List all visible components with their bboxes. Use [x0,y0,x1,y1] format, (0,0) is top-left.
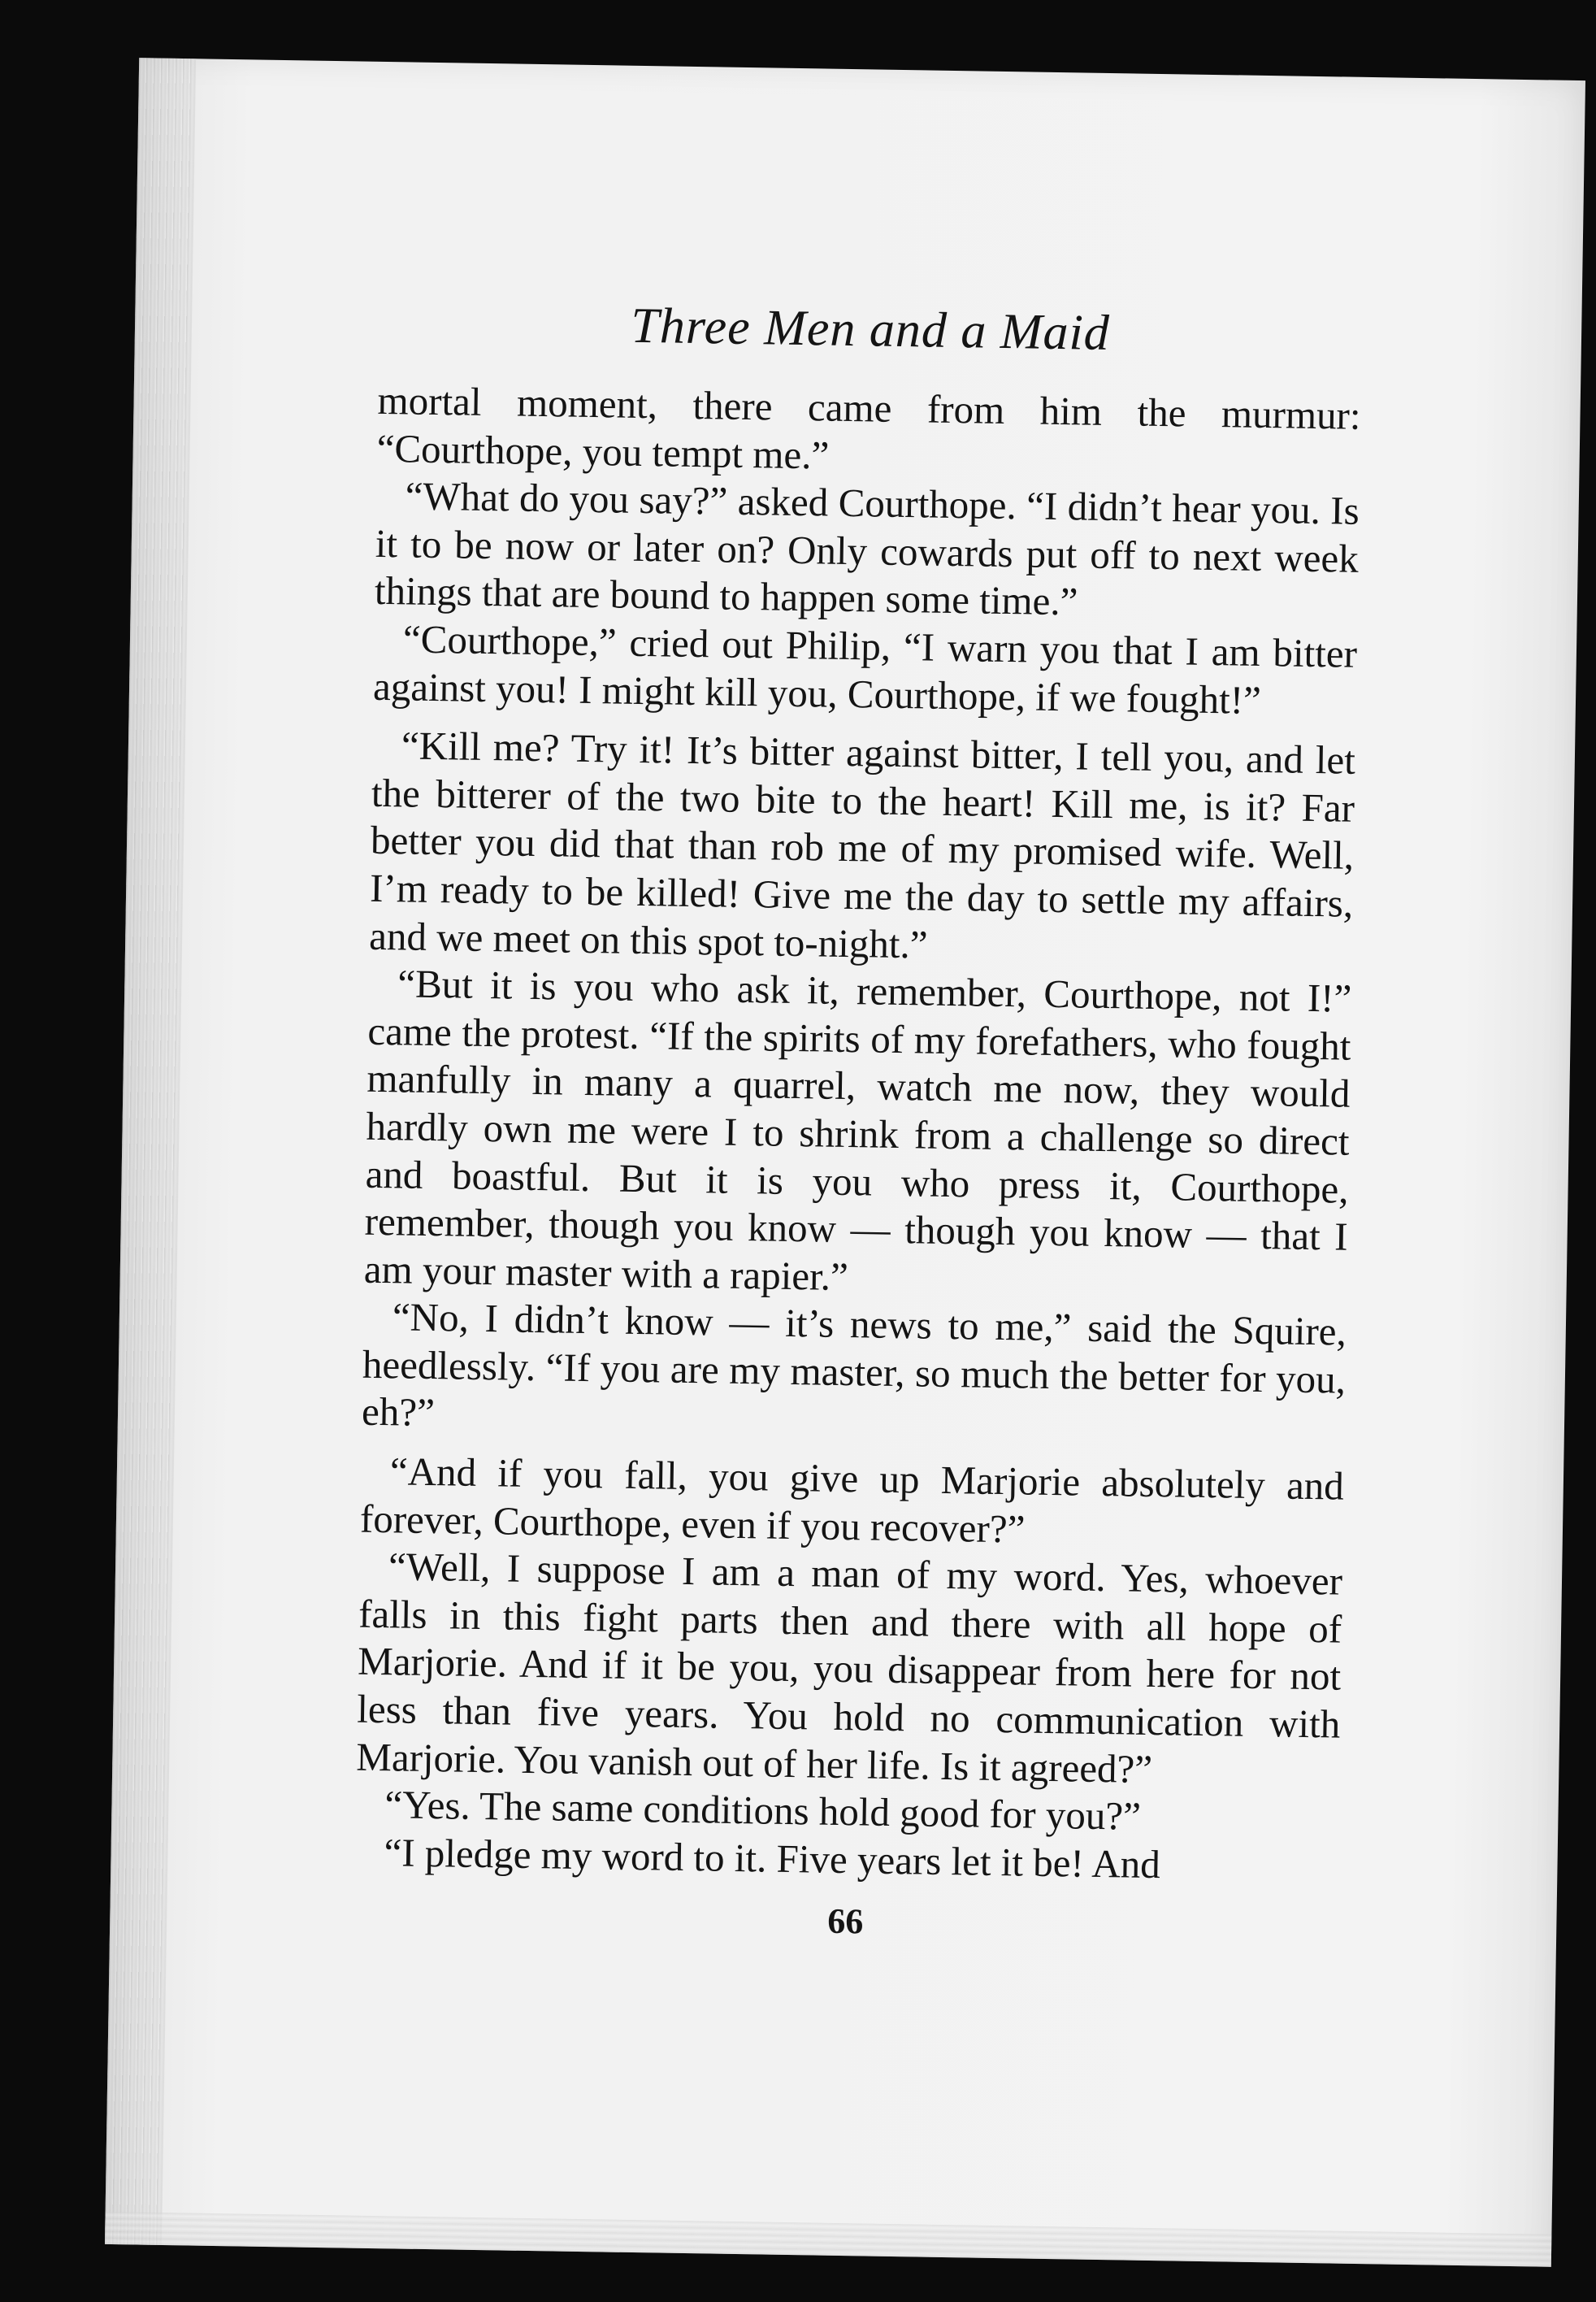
paragraph: “Well, I suppose I am a man of my word. Yes, whoever falls in this fight parts then and there with all hope of Marjorie. And if it be you, you disappear from here for not less than five years. You hold no communication with Marjorie. You vanish out of her life. Is it agreed?” [356,1544,1343,1792]
paragraph: “Courthope,” cried out Philip, “I warn you that I am bitter against you! I might kill you, Courthope, if we fought!” [372,616,1358,723]
paragraph: “And if you fall, you give up Marjorie absolutely and forever, Courthope, even if you recover?” [359,1449,1345,1552]
book-page [105,58,1585,2267]
paragraph: “Kill me? Try it! It’s bitter against bitter, I tell you, and let the bitterer of the two bite to the heart! Kill me, is it? Far better you did that than rob me of my promised wife. Well, I’m ready to be killed! Give me the day to settle my affairs, and we meet on this spot to-night.” [368,723,1356,967]
paragraph: “I pledge my word to it. Five years let it be! And [384,1830,1161,1887]
page-number: 66 [826,1901,864,1942]
page-bottom-edge [105,2212,1551,2267]
paragraph: “What do you say?” asked Courthope. “I didn’t hear you. Is it to be now or later on? Only cowards put off to next week things that are bound to happen some time.” [374,473,1360,624]
paragraph: “Yes. The same conditions hold good for you?” [384,1782,1142,1839]
page-stack-edge [105,58,196,2245]
page-text-block [353,289,1363,1954]
paragraph: “No, I didn’t know — it’s news to me,” said the Squire, heedlessly. “If you are my master, so much the better for you, eh?” [361,1294,1347,1435]
running-head: Three Men and a Maid [630,298,1111,361]
paragraph: “But it is you who ask it, remember, Courthope, not I!” came the protest. “If the spirits of my forefathers, who fought manfully in many a quarrel, watch me now, they would hardly own me were I to shrink from a challenge so direct and boastful. But it is you who press it, Courthope, remember, though you know — though you know — that I am your master with a rapier.” [363,961,1352,1299]
paragraph: mortal moment, there came from him the murmur: “Courthope, you tempt me.” [376,377,1361,478]
